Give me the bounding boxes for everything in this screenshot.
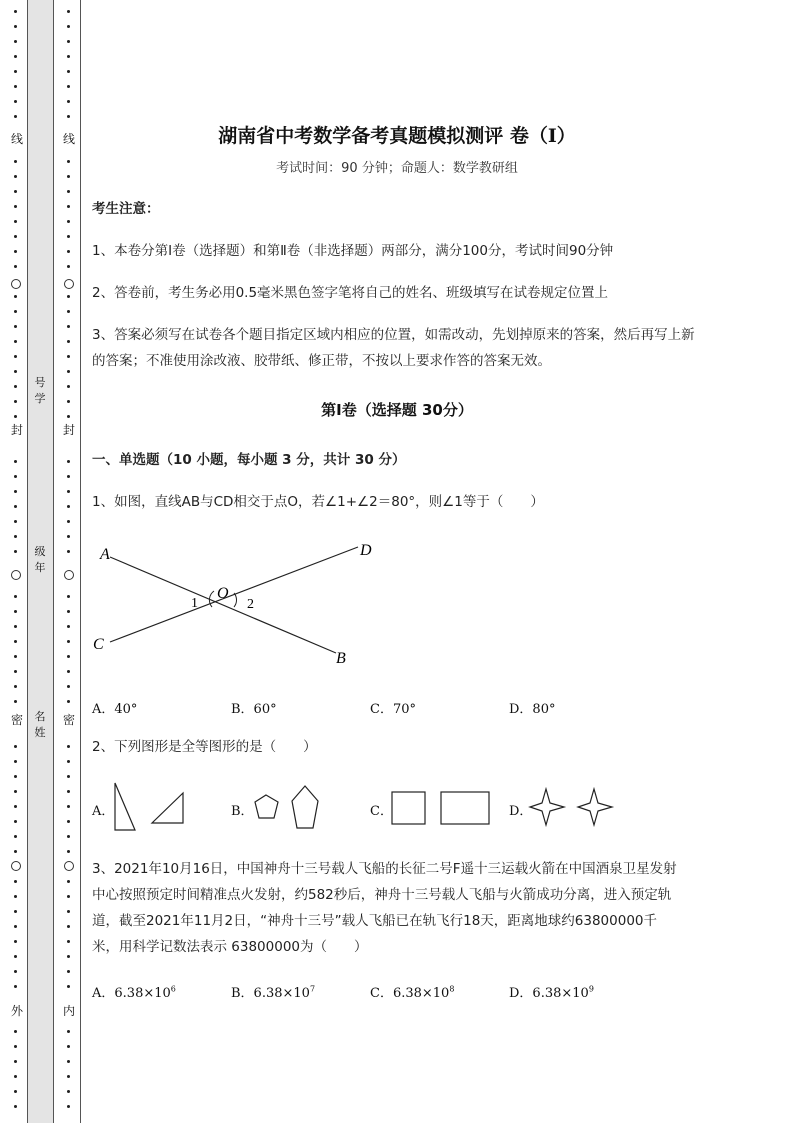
inner-label-secret: 密 bbox=[62, 713, 75, 727]
margin-dot bbox=[67, 520, 70, 523]
margin-dot bbox=[67, 670, 70, 673]
inner-label-line: 线 bbox=[62, 132, 75, 146]
margin-dot bbox=[67, 385, 70, 388]
notice-heading: 考生注意： bbox=[92, 201, 160, 217]
margin-dot bbox=[14, 70, 17, 73]
margin-dot bbox=[14, 40, 17, 43]
question-3-option-c[interactable]: C．$6.38\times 10^8$ bbox=[370, 984, 455, 1001]
margin-dot bbox=[14, 775, 17, 778]
margin-dot bbox=[14, 1030, 17, 1033]
margin-dot bbox=[14, 505, 17, 508]
margin-dot bbox=[67, 100, 70, 103]
margin-dot bbox=[67, 205, 70, 208]
margin-dot bbox=[14, 385, 17, 388]
four-point-star-pair-shape bbox=[528, 787, 616, 829]
margin-dot bbox=[14, 10, 17, 13]
binding-hole-circle bbox=[64, 861, 74, 871]
section-title: 第Ⅰ卷（选择题 30分） bbox=[321, 401, 473, 419]
margin-dot bbox=[67, 805, 70, 808]
margin-dot bbox=[67, 475, 70, 478]
question-1-figure bbox=[88, 535, 378, 670]
margin-dot bbox=[14, 850, 17, 853]
margin-dot bbox=[14, 835, 17, 838]
margin-dot bbox=[14, 1075, 17, 1078]
margin-dot bbox=[67, 310, 70, 313]
margin-dot bbox=[14, 205, 17, 208]
margin-dot bbox=[14, 895, 17, 898]
margin-dot bbox=[14, 25, 17, 28]
pentagon-pair-shape bbox=[251, 783, 326, 833]
margin-dot bbox=[67, 925, 70, 928]
question-3-line: 米，用科学记数法表示 63800000为（ ） bbox=[92, 939, 368, 955]
margin-dot bbox=[67, 895, 70, 898]
margin-dot bbox=[67, 1045, 70, 1048]
margin-dot bbox=[14, 805, 17, 808]
field-name-label: 名 姓 bbox=[34, 710, 46, 739]
triangle-pair-shape bbox=[110, 780, 190, 835]
margin-dot bbox=[67, 10, 70, 13]
field-grade-label: 级 年 bbox=[34, 545, 46, 574]
margin-dot bbox=[67, 535, 70, 538]
point-a-label: A bbox=[100, 546, 110, 563]
margin-dot bbox=[67, 595, 70, 598]
inner-label-inside: 内 bbox=[62, 1004, 75, 1018]
inner-label-seal: 封 bbox=[62, 423, 75, 437]
margin-dot bbox=[67, 655, 70, 658]
margin-dot bbox=[67, 940, 70, 943]
question-1-option-c[interactable]: C．70° bbox=[370, 702, 416, 717]
margin-dot bbox=[14, 190, 17, 193]
margin-dot bbox=[14, 115, 17, 118]
margin-dot bbox=[67, 625, 70, 628]
question-3-option-d[interactable]: D．$6.38\times 10^9$ bbox=[509, 984, 594, 1001]
margin-dot bbox=[67, 115, 70, 118]
margin-dot bbox=[14, 970, 17, 973]
exam-title: 湖南省中考数学备考真题模拟测评 卷（Ⅰ） bbox=[218, 125, 576, 147]
margin-dot bbox=[67, 295, 70, 298]
margin-dot bbox=[14, 85, 17, 88]
binding-hole-circle bbox=[11, 570, 21, 580]
question-1-stem: 1、如图，直线AB与CD相交于点O，若∠1+∠2＝80°，则∠1等于（ ） bbox=[92, 494, 544, 510]
margin-dot bbox=[67, 775, 70, 778]
margin-dot bbox=[67, 490, 70, 493]
margin-dot bbox=[67, 40, 70, 43]
question-1-option-b[interactable]: B．60° bbox=[231, 702, 277, 717]
margin-dot bbox=[67, 1030, 70, 1033]
binding-hole-circle bbox=[11, 279, 21, 289]
notice-item: 1、本卷分第Ⅰ卷（选择题）和第Ⅱ卷（非选择题）两部分，满分100分，考试时间90分钟 bbox=[92, 243, 614, 259]
margin-dot bbox=[67, 685, 70, 688]
outer-label-line: 线 bbox=[10, 132, 23, 146]
margin-dot bbox=[67, 55, 70, 58]
margin-dot bbox=[14, 700, 17, 703]
outer-label-outside: 外 bbox=[10, 1004, 23, 1018]
margin-dot bbox=[67, 325, 70, 328]
question-3-option-a[interactable]: A．$6.38\times 10^6$ bbox=[92, 984, 176, 1001]
margin-dot bbox=[67, 505, 70, 508]
margin-dot bbox=[67, 970, 70, 973]
binding-hole-circle bbox=[64, 279, 74, 289]
margin-dot bbox=[14, 955, 17, 958]
margin-dot bbox=[67, 760, 70, 763]
margin-dot bbox=[14, 265, 17, 268]
margin-dot bbox=[14, 355, 17, 358]
margin-dot bbox=[67, 955, 70, 958]
margin-dot bbox=[14, 325, 17, 328]
margin-dot bbox=[67, 610, 70, 613]
question-2-option-a-label[interactable]: A． bbox=[92, 804, 115, 819]
margin-dot bbox=[14, 745, 17, 748]
margin-dot bbox=[14, 940, 17, 943]
question-3-line: 道，截至2021年11月2日，“神舟十三号”载人飞船已在轨飞行18天，距离地球约63800000千 bbox=[92, 913, 658, 929]
angle-1-label: 1 bbox=[191, 596, 198, 611]
margin-dot bbox=[67, 550, 70, 553]
margin-dot bbox=[14, 820, 17, 823]
margin-dot bbox=[67, 1090, 70, 1093]
margin-dot bbox=[14, 655, 17, 658]
notice-item: 2、答卷前，考生务必用0.5毫米黑色签字笔将自己的姓名、班级填写在试卷规定位置上 bbox=[92, 285, 609, 301]
margin-dot bbox=[14, 460, 17, 463]
margin-dot bbox=[67, 835, 70, 838]
margin-dot bbox=[14, 250, 17, 253]
margin-dot bbox=[14, 1090, 17, 1093]
margin-dot bbox=[67, 265, 70, 268]
margin-dot bbox=[67, 1075, 70, 1078]
margin-dot bbox=[14, 550, 17, 553]
margin-dot bbox=[67, 190, 70, 193]
question-3-option-b[interactable]: B．$6.38\times 10^7$ bbox=[231, 984, 316, 1001]
margin-dot bbox=[67, 790, 70, 793]
margin-dot bbox=[14, 100, 17, 103]
question-1-option-d[interactable]: D．80° bbox=[509, 702, 556, 717]
margin-dot bbox=[14, 1045, 17, 1048]
margin-dot bbox=[14, 1060, 17, 1063]
angle-2-label: 2 bbox=[247, 597, 254, 612]
margin-dot bbox=[67, 220, 70, 223]
margin-dot bbox=[14, 235, 17, 238]
margin-dot bbox=[67, 745, 70, 748]
margin-dot bbox=[67, 235, 70, 238]
margin-dot bbox=[14, 55, 17, 58]
margin-dot bbox=[67, 910, 70, 913]
margin-dot bbox=[14, 520, 17, 523]
point-o-label: O bbox=[217, 585, 229, 602]
margin-dot bbox=[14, 595, 17, 598]
margin-dot bbox=[14, 880, 17, 883]
margin-dot bbox=[67, 250, 70, 253]
margin-dot bbox=[67, 25, 70, 28]
margin-dot bbox=[14, 640, 17, 643]
question-1-option-a[interactable]: A．40° bbox=[92, 702, 138, 717]
rectangle-pair-shape bbox=[390, 790, 495, 827]
point-d-label: D bbox=[360, 542, 372, 559]
margin-dot bbox=[14, 340, 17, 343]
question-2-option-c-label[interactable]: C． bbox=[370, 804, 393, 819]
part-heading: 一、单选题（10 小题，每小题 3 分，共计 30 分） bbox=[92, 452, 406, 468]
binding-hole-circle bbox=[64, 570, 74, 580]
margin-dot bbox=[14, 220, 17, 223]
question-2-stem: 2、下列图形是全等图形的是（ ） bbox=[92, 739, 317, 755]
margin-dot bbox=[14, 685, 17, 688]
margin-dot bbox=[67, 640, 70, 643]
margin-dot bbox=[14, 535, 17, 538]
margin-dot bbox=[14, 490, 17, 493]
margin-dot bbox=[67, 460, 70, 463]
margin-dot bbox=[14, 925, 17, 928]
margin-dot bbox=[67, 85, 70, 88]
margin-dot bbox=[67, 850, 70, 853]
margin-dot bbox=[14, 610, 17, 613]
margin-dot bbox=[67, 700, 70, 703]
margin-dot bbox=[14, 475, 17, 478]
margin-dot bbox=[14, 1105, 17, 1108]
outer-label-secret: 密 bbox=[10, 713, 23, 727]
margin-dot bbox=[14, 985, 17, 988]
margin-dot bbox=[14, 295, 17, 298]
notice-item: 3、答案必须写在试卷各个题目指定区域内相应的位置，如需改动，先划掉原来的答案，然后再写上新 bbox=[92, 327, 695, 343]
margin-dot bbox=[67, 1060, 70, 1063]
point-c-label: C bbox=[93, 636, 104, 653]
margin-dot bbox=[14, 760, 17, 763]
margin-dot bbox=[14, 625, 17, 628]
exam-subtitle: 考试时间：90 分钟；命题人：数学教研组 bbox=[276, 161, 518, 176]
outer-label-seal: 封 bbox=[10, 423, 23, 437]
margin-dot bbox=[67, 820, 70, 823]
margin-dot bbox=[67, 370, 70, 373]
margin-dot bbox=[67, 985, 70, 988]
point-b-label: B bbox=[336, 650, 346, 667]
binding-hole-circle bbox=[11, 861, 21, 871]
margin-dot bbox=[67, 1105, 70, 1108]
question-2-option-b-label[interactable]: B． bbox=[231, 804, 254, 819]
margin-dot bbox=[14, 910, 17, 913]
question-3-line: 3、2021年10月16日，中国神舟十三号载人飞船的长征二号F遥十三运载火箭在中国酒泉卫星发射 bbox=[92, 861, 677, 877]
notice-item: 的答案；不准使用涂改液、胶带纸、修正带，不按以上要求作答的答案无效。 bbox=[92, 353, 551, 369]
margin-dot bbox=[14, 370, 17, 373]
margin-dot bbox=[14, 670, 17, 673]
margin-dot bbox=[67, 340, 70, 343]
margin-dot bbox=[67, 70, 70, 73]
margin-dot bbox=[67, 880, 70, 883]
question-2-option-d-label[interactable]: D． bbox=[509, 804, 533, 819]
question-3-line: 中心按照预定时间精准点火发射，约582秒后，神舟十三号载人飞船与火箭成功分离，进入预定轨 bbox=[92, 887, 672, 903]
field-student-number-label: 号 学 bbox=[34, 376, 46, 405]
margin-dot bbox=[14, 310, 17, 313]
margin-dot bbox=[67, 355, 70, 358]
margin-dot bbox=[14, 790, 17, 793]
